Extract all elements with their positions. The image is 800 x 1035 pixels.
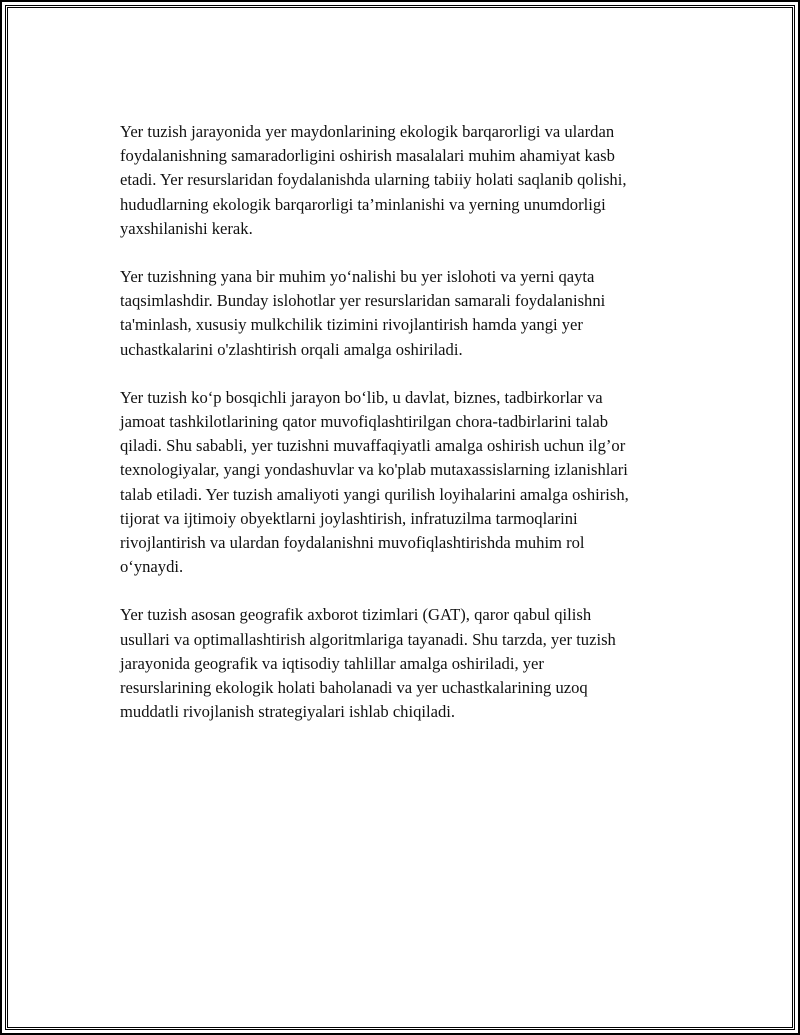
text-line: taqsimlashdir. Bunday islohotlar yer resurslaridan samarali foydalanishni	[120, 291, 606, 311]
text-line: hududlarning ekologik barqarorligi ta’minlanishi va yerning unumdorligi	[120, 194, 606, 214]
paragraph-3	[120, 386, 700, 580]
text-line: Yer tuzish jarayonida yer maydonlarining ekologik barqarorligi va ulardan	[120, 122, 615, 141]
paragraph-1	[120, 120, 700, 241]
text-line: resurslarining ekologik holati baholanadi va yer uchastkalarining uzoq	[120, 678, 588, 698]
text-line: Yer tuzish asosan geografik axborot tizimlari (GAT), qaror qabul qilish	[120, 605, 592, 625]
text-line: Yer tuzishning yana bir muhim yo‘nalishi bu yer islohoti va yerni qayta	[120, 267, 595, 287]
paragraph-4	[120, 603, 700, 724]
text-line: etadi. Yer resurslaridan foydalanishda ularning tabiiy holati saqlanib qolishi,	[120, 170, 627, 190]
paragraph-2	[120, 265, 700, 362]
text-line: jarayonida geografik va iqtisodiy tahlillar amalga oshiriladi, yer	[120, 653, 544, 673]
text-line: talab etiladi. Yer tuzish amaliyoti yangi qurilish loyihalarini amalga oshirish,	[120, 484, 629, 504]
text-line: uchastkalarini o'zlashtirish orqali amalga oshiriladi.	[120, 339, 463, 359]
text-line: jamoat tashkilotlarining qator muvofiqlashtirilgan chora-tadbirlarini talab	[120, 412, 608, 432]
text-line: Yer tuzish ko‘p bosqichli jarayon bo‘lib, u davlat, biznes, tadbirkorlar va	[120, 387, 603, 407]
document-body	[120, 120, 700, 748]
text-line: usullari va optimallashtirish algoritmlariga tayanadi. Shu tarzda, yer tuzish	[120, 629, 616, 649]
text-line: ta'minlash, xususiy mulkchilik tizimini rivojlantirish hamda yangi yer	[120, 315, 583, 335]
text-line: o‘ynaydi.	[120, 557, 184, 577]
text-line: muddatli rivojlanish strategiyalari ishlab chiqiladi.	[120, 702, 456, 722]
text-line: rivojlantirish va ulardan foydalanishni muvofiqlashtirishda muhim rol	[120, 533, 585, 553]
text-line: tijorat va ijtimoiy obyektlarni joylashtirish, infratuzilma tarmoqlarini	[120, 508, 578, 528]
text-line: texnologiyalar, yangi yondashuvlar va ko'plab mutaxassislarning izlanishlari	[120, 460, 628, 480]
text-line: foydalanishning samaradorligini oshirish masalalari muhim ahamiyat kasb	[120, 146, 615, 166]
text-line: yaxshilanishi kerak.	[120, 218, 253, 238]
text-line: qiladi. Shu sababli, yer tuzishni muvaffaqiyatli amalga oshirish uchun ilg’or	[120, 436, 626, 456]
